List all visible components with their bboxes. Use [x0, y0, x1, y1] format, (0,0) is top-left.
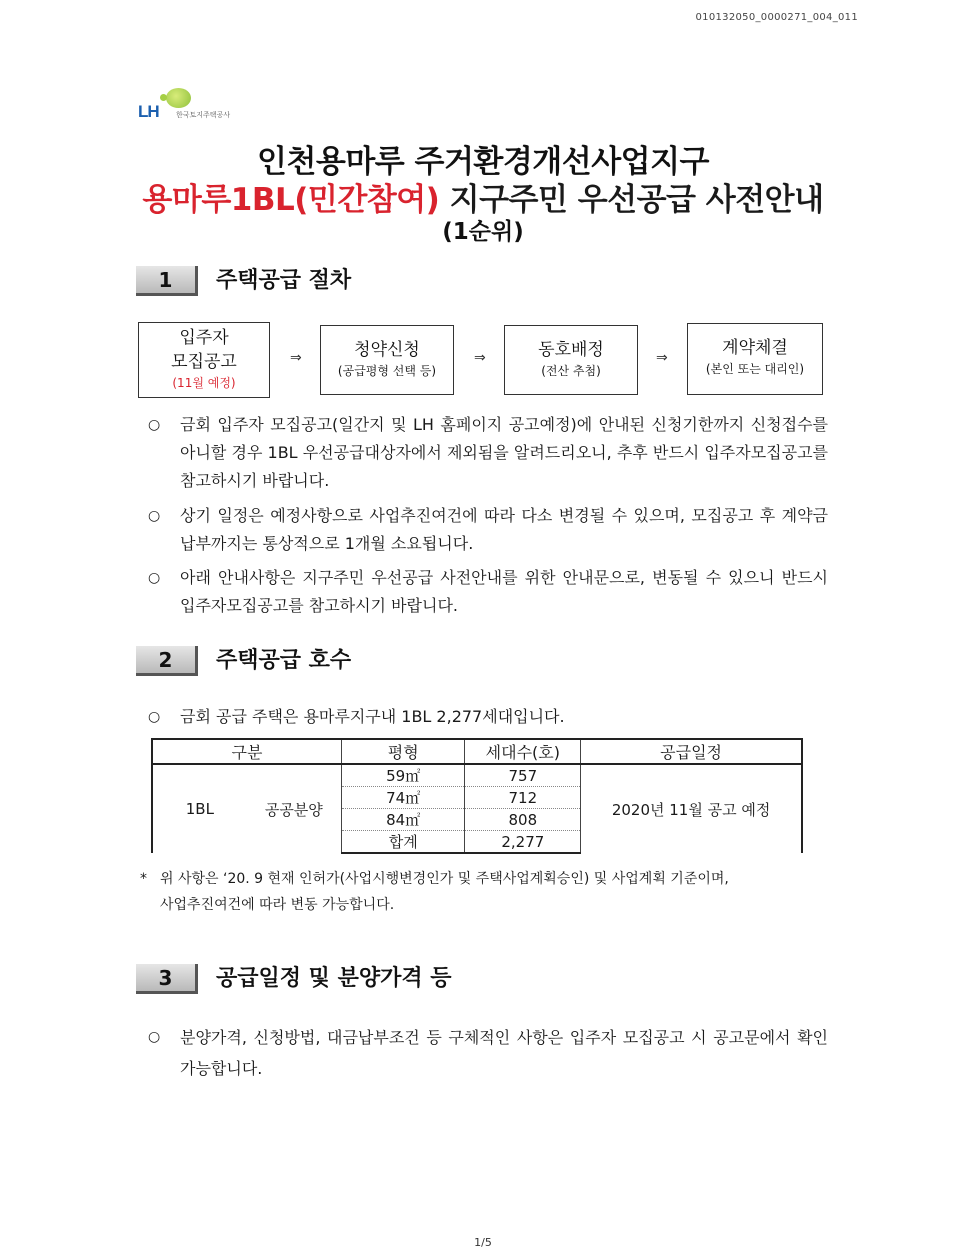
- size-cell: 84㎡: [341, 809, 465, 831]
- notice-bullet: [148, 564, 838, 620]
- document-code: 010132050_0000271_004_011: [695, 12, 858, 23]
- footnote-line: 위 사항은 ‘20. 9 현재 인허가(사업시행변경인가 및 주택사업계획승인) 및 사업계획 기준이며,: [160, 871, 729, 887]
- type-cell: 공공분양: [264, 800, 323, 819]
- step-note: (전산 추첨): [541, 364, 601, 378]
- bullet-text: 금회 입주자 모집공고(일간지 및 LH 홈페이지 공고예정)에 안내된 신청기한까지 신청접수를 아니할 경우 1BL 우선공급대상자에서 제외됨을 알려드리오니, 추후 반드시 입주자모집공고를 참고하시기 바랍니다.: [180, 415, 828, 490]
- table-header: 세대수(호): [465, 739, 581, 764]
- step-label: 모집공고: [171, 352, 237, 372]
- arrow-icon: ⇒: [656, 350, 668, 366]
- block-cell: 1BL: [152, 764, 247, 853]
- step-contract: [687, 323, 823, 395]
- step-label: 청약신청: [354, 340, 420, 360]
- table-header: 구분: [152, 739, 341, 764]
- step-label: 동호배정: [538, 340, 604, 360]
- size-cell: 합계: [341, 831, 465, 854]
- section-title: 주택공급 절차: [216, 268, 352, 293]
- size-cell: 74㎡: [341, 787, 465, 809]
- section-number: 2: [136, 646, 198, 676]
- supply-table: [151, 738, 803, 854]
- bullet-text: 금회 공급 주택은 용마루지구내 1BL 2,277세대입니다.: [180, 707, 565, 726]
- section-title: 공급일정 및 분양가격 등: [216, 966, 452, 991]
- title-line1: 인천용마루 주거환경개선사업지구: [257, 144, 709, 180]
- logo-mark: LH: [138, 102, 159, 121]
- notice-bullet: [148, 411, 838, 495]
- step-label: 입주자: [179, 328, 229, 348]
- step-application: [320, 325, 454, 395]
- logo-org-name: 한국토지주택공사: [176, 111, 231, 119]
- circle-bullet-icon: ○: [148, 508, 161, 524]
- arrow-icon: ⇒: [290, 350, 302, 366]
- circle-bullet-icon: ○: [148, 1029, 161, 1045]
- procedure-flow: [138, 322, 824, 398]
- step-recruitment-notice: [138, 322, 270, 398]
- lh-logo: [138, 88, 278, 124]
- step-note: (공급평형 선택 등): [337, 364, 437, 378]
- circle-bullet-icon: ○: [148, 570, 161, 586]
- table-header: 공급일정: [581, 739, 802, 764]
- arrow-icon: ⇒: [474, 350, 486, 366]
- title-line2-rest: 지구주민 우선공급 사전안내: [439, 182, 824, 218]
- units-cell: 712: [465, 787, 581, 809]
- section-number: 3: [136, 964, 198, 994]
- footnote-line: 사업추진여건에 따라 변동 가능합니다.: [160, 897, 395, 913]
- step-label: 계약체결: [722, 338, 788, 358]
- units-cell: 2,277: [465, 831, 581, 854]
- section-number: 1: [136, 266, 198, 296]
- logo-leaf-icon: [166, 88, 191, 108]
- bullet-text: 상기 일정은 예정사항으로 사업추진여건에 따라 다소 변경될 수 있으며, 모집공고 후 계약금 납부까지는 통상적으로 1개월 소요됩니다.: [180, 506, 828, 553]
- bullet-text: 분양가격, 신청방법, 대금납부조건 등 구체적인 사항은 입주자 모집공고 시 공고문에서 확인 가능합니다.: [180, 1028, 828, 1078]
- units-cell: 757: [465, 764, 581, 787]
- bullet-text: 아래 안내사항은 지구주민 우선공급 사전안내를 위한 안내문으로, 변동될 수 있으니 반드시 입주자모집공고를 참고하시기 바랍니다.: [180, 568, 828, 615]
- circle-bullet-icon: ○: [148, 709, 161, 725]
- units-cell: 808: [465, 809, 581, 831]
- section-title: 주택공급 호수: [216, 648, 352, 673]
- title-line3: (1순위): [442, 219, 524, 245]
- step-note: (11월 예정): [172, 376, 236, 390]
- title-highlight: 용마루1BL(민간참여): [142, 182, 440, 218]
- step-note: (본인 또는 대리인): [705, 362, 805, 376]
- notice-bullet: [148, 502, 838, 558]
- size-cell: 59㎡: [341, 764, 465, 787]
- table-row: [152, 764, 802, 787]
- supply-bullet: [148, 703, 838, 731]
- schedule-bullet: [148, 1022, 838, 1082]
- logo-dot-icon: [160, 94, 167, 101]
- page-number: 1/5: [474, 1236, 492, 1249]
- step-unit-assignment: [504, 325, 638, 395]
- schedule-cell: 2020년 11월 공고 예정: [581, 764, 802, 853]
- circle-bullet-icon: ○: [148, 417, 161, 433]
- asterisk-icon: *: [140, 871, 147, 887]
- table-header: 평형: [341, 739, 465, 764]
